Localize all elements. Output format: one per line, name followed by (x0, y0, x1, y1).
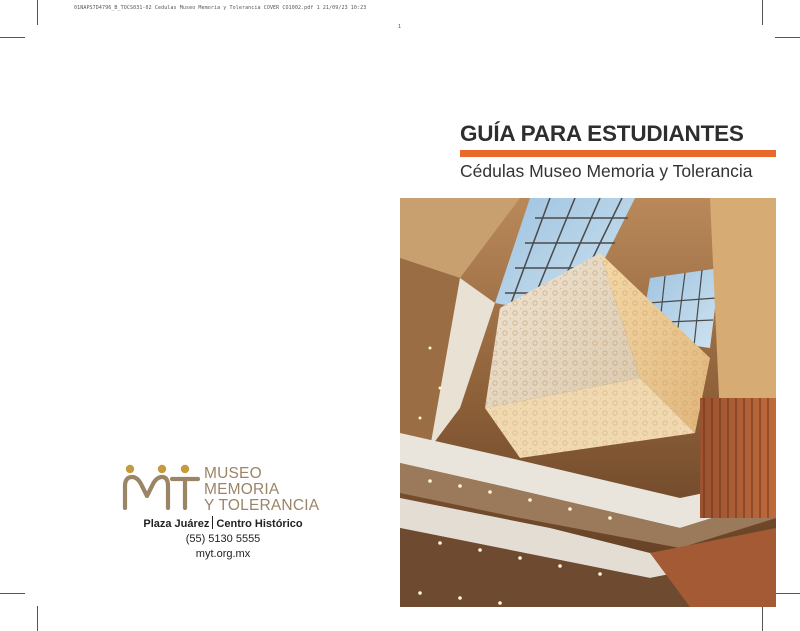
crop-mark-top-left-h (0, 37, 25, 38)
address-line (118, 516, 328, 530)
website-link[interactable]: myt.org.mx (195, 548, 251, 560)
crop-mark-bottom-right-h (775, 593, 800, 594)
district-text: Centro Histórico (216, 518, 303, 530)
page-number: 1 (398, 24, 402, 30)
address-separator (212, 516, 213, 529)
contact-block (118, 516, 328, 560)
logo-line-tolerancia: Y TOLERANCIA (204, 497, 320, 514)
museum-atrium-image (400, 198, 776, 607)
crop-mark-bottom-left-v (37, 606, 38, 631)
crop-mark-top-left-v (37, 0, 38, 25)
museum-logo (120, 462, 330, 524)
logo-wordmark (204, 466, 319, 514)
logo-line-memoria: MEMORIA (204, 481, 280, 498)
cover-subtitle: Cédulas Museo Memoria y Tolerancia (460, 161, 753, 181)
location-text: Plaza Juárez (143, 518, 210, 530)
phone-number: (55) 5130 5555 (185, 533, 261, 545)
title-underline (460, 150, 776, 157)
crop-mark-bottom-right-v (762, 606, 763, 631)
crop-mark-top-right-h (775, 37, 800, 38)
myt-logo-icon (120, 462, 202, 510)
logo-line-museo: MUSEO (204, 465, 262, 482)
crop-mark-top-right-v (762, 0, 763, 25)
crop-mark-bottom-left-h (0, 593, 25, 594)
cover-title: GUÍA PARA ESTUDIANTES (460, 121, 744, 146)
print-slug: 01NAPS7D4796_B_TOCS031-02 Cedulas Museo Memoria y Tolerancia COVER CO1002.pdf 1 21/09/23 10:23 (74, 5, 367, 11)
